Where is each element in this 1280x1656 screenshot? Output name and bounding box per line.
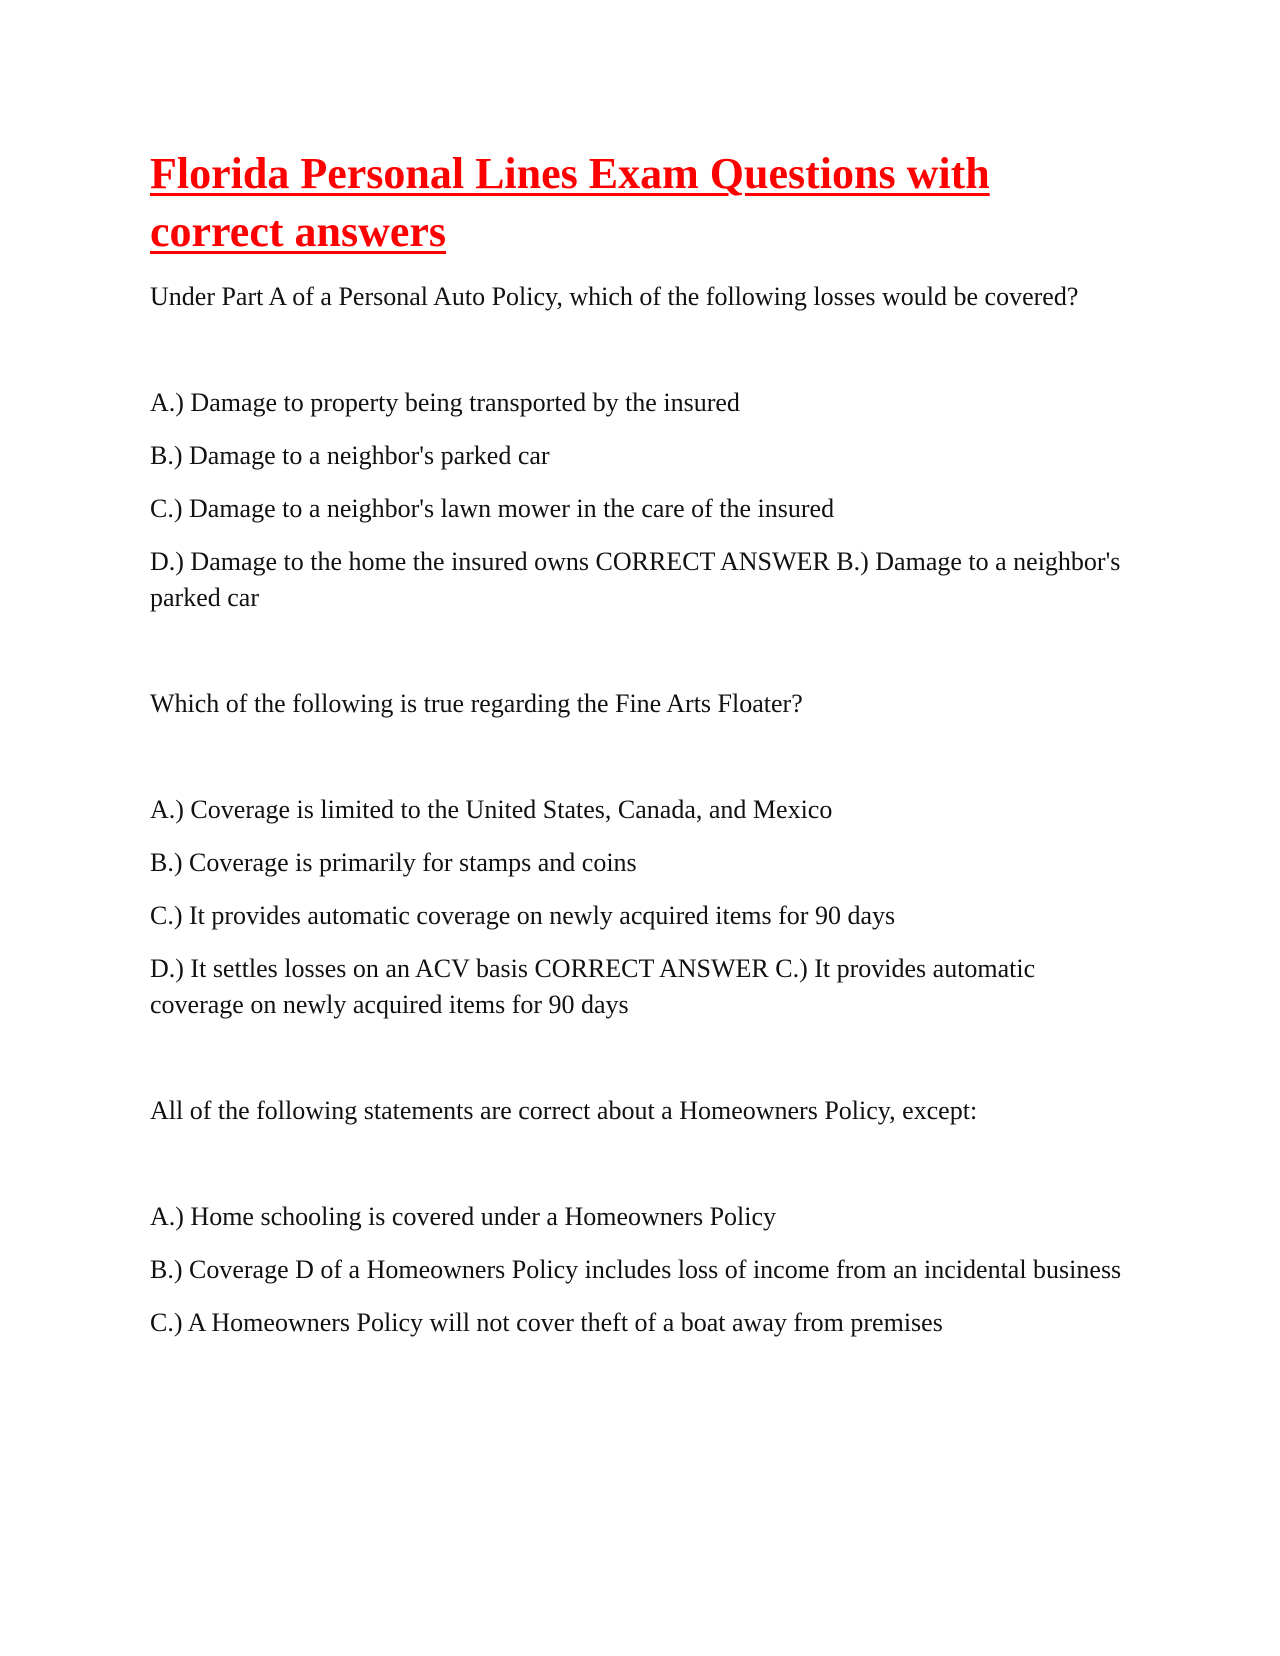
answer-option-a: A.) Coverage is limited to the United States, Canada, and Mexico [150, 795, 833, 824]
answer-option-a: A.) Damage to property being transported by the insured [150, 388, 740, 417]
answer-option-c: C.) Damage to a neighbor's lawn mower in the care of the insured [150, 494, 835, 523]
answer-option-b: B.) Coverage is primarily for stamps and coins [150, 848, 637, 877]
question-text: All of the following statements are correct about a Homeowners Policy, except: [150, 1096, 978, 1125]
document-title: Florida Personal Lines Exam Questions with correct answers [150, 149, 990, 256]
question-text: Under Part A of a Personal Auto Policy, which of the following losses would be covered? [150, 282, 1079, 311]
question-2 [150, 686, 1130, 1023]
question-1 [150, 279, 1130, 616]
document-page [150, 145, 1130, 1341]
answer-options [150, 1199, 1130, 1341]
answer-options [150, 792, 1130, 1023]
question-3 [150, 1093, 1130, 1341]
answer-options [150, 385, 1130, 616]
answer-option-c: C.) A Homeowners Policy will not cover theft of a boat away from premises [150, 1308, 943, 1337]
question-text: Which of the following is true regarding the Fine Arts Floater? [150, 689, 803, 718]
answer-option-d: D.) Damage to the home the insured owns CORRECT ANSWER B.) Damage to a neighbor's parked car [150, 547, 1121, 612]
answer-option-a: A.) Home schooling is covered under a Homeowners Policy [150, 1202, 777, 1231]
answer-option-d: D.) It settles losses on an ACV basis CORRECT ANSWER C.) It provides automatic coverage on newly acquired items for 90 days [150, 954, 1036, 1019]
answer-option-b: B.) Coverage D of a Homeowners Policy includes loss of income from an incidental business [150, 1255, 1122, 1284]
answer-option-b: B.) Damage to a neighbor's parked car [150, 441, 550, 470]
answer-option-c: C.) It provides automatic coverage on newly acquired items for 90 days [150, 901, 896, 930]
